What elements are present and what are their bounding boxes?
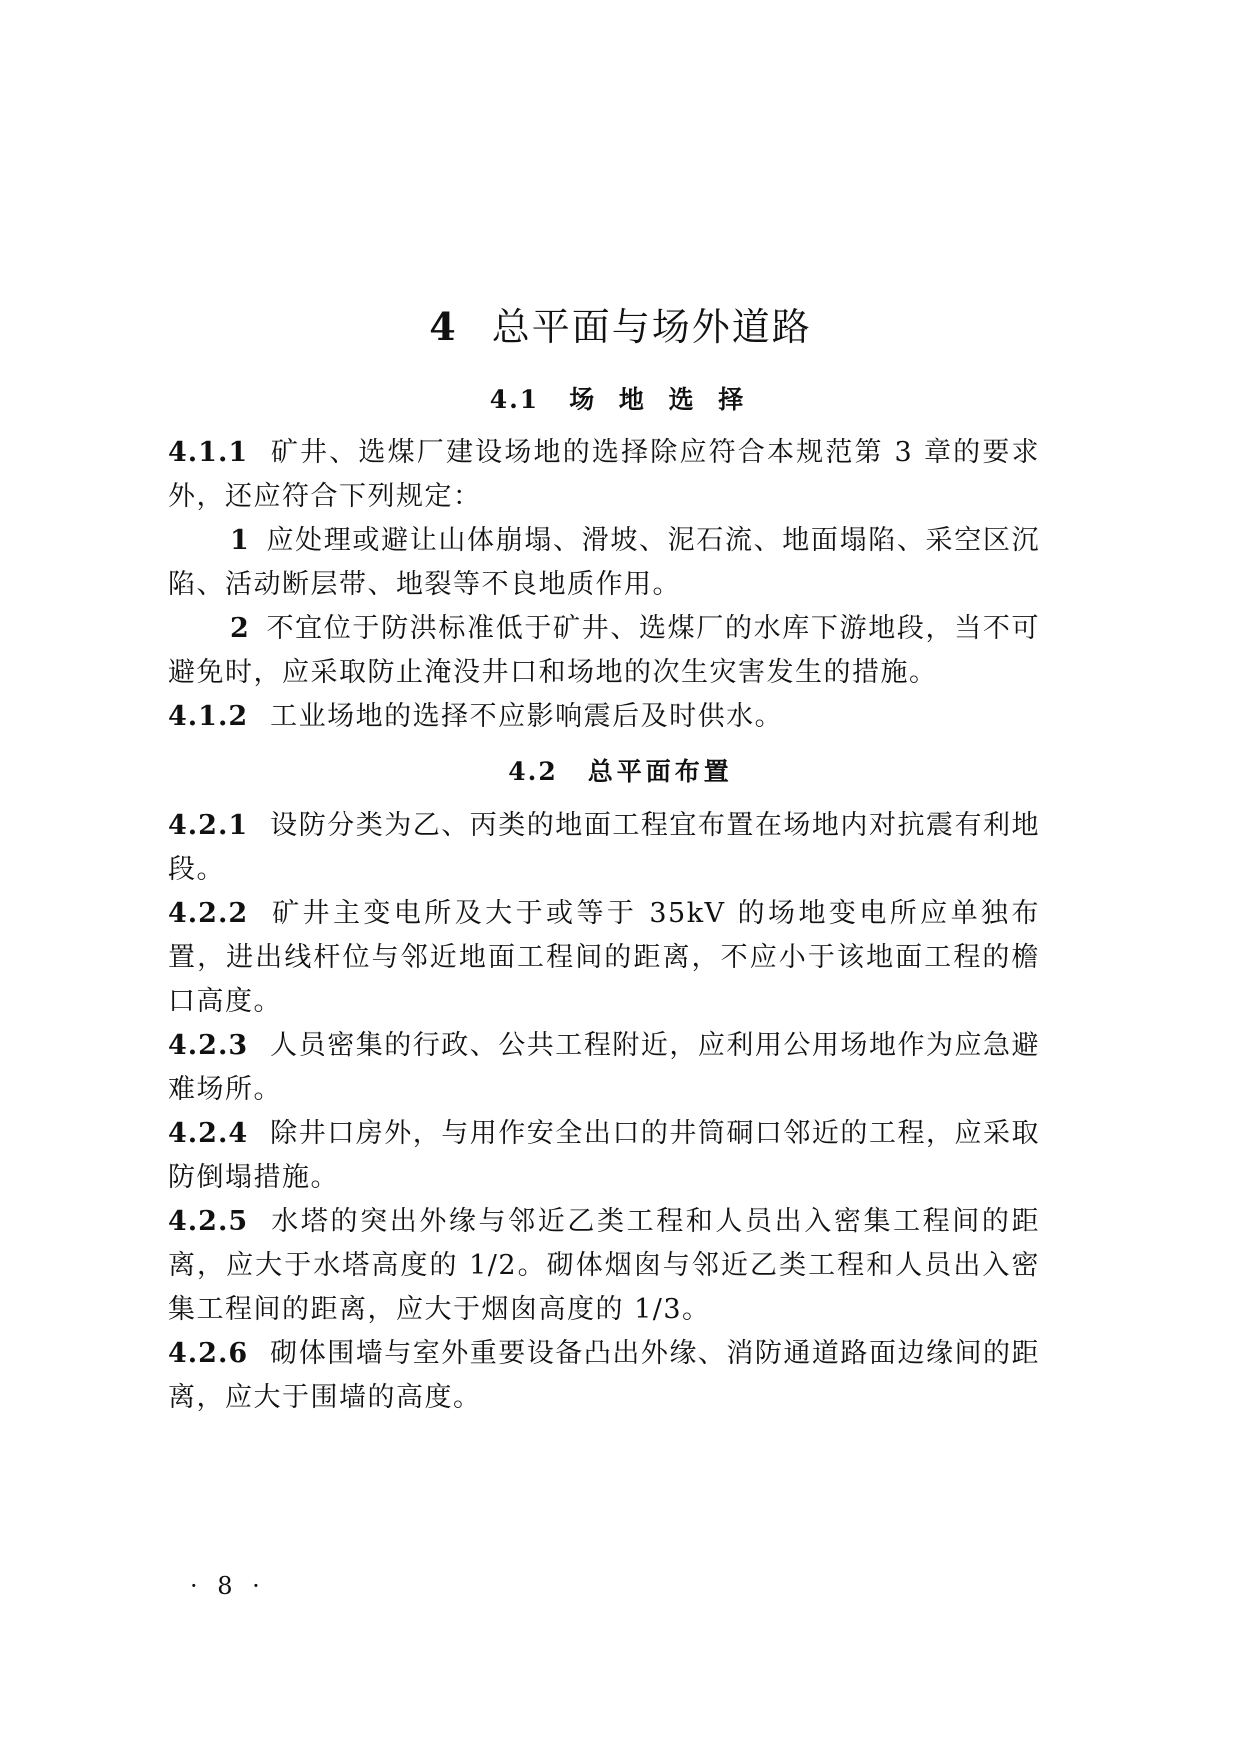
item-number: 2 [230, 613, 251, 644]
clause-text: 矿井、选煤厂建设场地的选择除应符合本规范第 3 章的要求外，还应符合下列规定： [168, 437, 1040, 512]
section-number: 4.1 [489, 385, 540, 414]
section-number: 4.2 [508, 757, 558, 786]
chapter-title [0, 296, 1241, 351]
section-heading-4-1 [0, 380, 1241, 416]
clause-4-2-2 [168, 892, 1040, 1024]
clause-number: 4.1.2 [168, 701, 249, 732]
clause-text: 除井口房外，与用作安全出口的井筒硐口邻近的工程，应采取防倒塌措施。 [168, 1118, 1040, 1193]
clause-4-2-3 [168, 1024, 1040, 1112]
clause-text: 矿井主变电所及大于或等于 35kV 的场地变电所应单独布置，进出线杆位与邻近地面工程间的距离，不应小于该地面工程的檐口高度。 [168, 898, 1040, 1017]
clause-number: 4.1.1 [168, 437, 249, 468]
clause-text: 砌体围墙与室外重要设备凸出外缘、消防通道路面边缘间的距离，应大于围墙的高度。 [168, 1338, 1040, 1413]
clause-4-2-1 [168, 804, 1040, 892]
item-2 [168, 607, 1040, 695]
clause-number: 4.2.3 [168, 1030, 249, 1061]
clause-number: 4.2.1 [168, 810, 249, 841]
clause-number: 4.2.5 [168, 1206, 249, 1237]
clause-text: 水塔的突出外缘与邻近乙类工程和人员出入密集工程间的距离，应大于水塔高度的 1/2。砌体烟囱与邻近乙类工程和人员出入密集工程间的距离，应大于烟囱高度的 1/3。 [168, 1206, 1040, 1325]
clause-4-2-4 [168, 1112, 1040, 1200]
clause-number: 4.2.6 [168, 1338, 249, 1369]
clause-4-1-1 [168, 431, 1040, 519]
clause-text: 人员密集的行政、公共工程附近，应利用公用场地作为应急避难场所。 [168, 1030, 1040, 1105]
clause-text: 设防分类为乙、丙类的地面工程宜布置在场地内对抗震有利地段。 [168, 810, 1040, 885]
item-number: 1 [230, 525, 251, 556]
clause-number: 4.2.2 [168, 898, 249, 929]
clause-number: 4.2.4 [168, 1118, 249, 1149]
clause-text: 工业场地的选择不应影响震后及时供水。 [270, 701, 784, 732]
clause-4-2-6 [168, 1332, 1040, 1420]
item-text: 不宜位于防洪标准低于矿井、选煤厂的水库下游地段，当不可避免时，应采取防止淹没井口和场地的次生灾害发生的措施。 [168, 613, 1040, 688]
clause-4-2-5 [168, 1200, 1040, 1332]
section-heading-4-2 [0, 752, 1241, 788]
section-title-text: 场 地 选 择 [569, 385, 752, 414]
chapter-number: 4 [429, 304, 458, 349]
clause-4-1-2 [168, 695, 1040, 739]
chapter-title-text: 总平面与场外道路 [491, 305, 812, 349]
section-title-text: 总平面布置 [587, 757, 733, 786]
page-number: · 8 · [190, 1572, 266, 1600]
item-text: 应处理或避让山体崩塌、滑坡、泥石流、地面塌陷、采空区沉陷、活动断层带、地裂等不良地质作用。 [168, 525, 1040, 600]
item-1 [168, 519, 1040, 607]
